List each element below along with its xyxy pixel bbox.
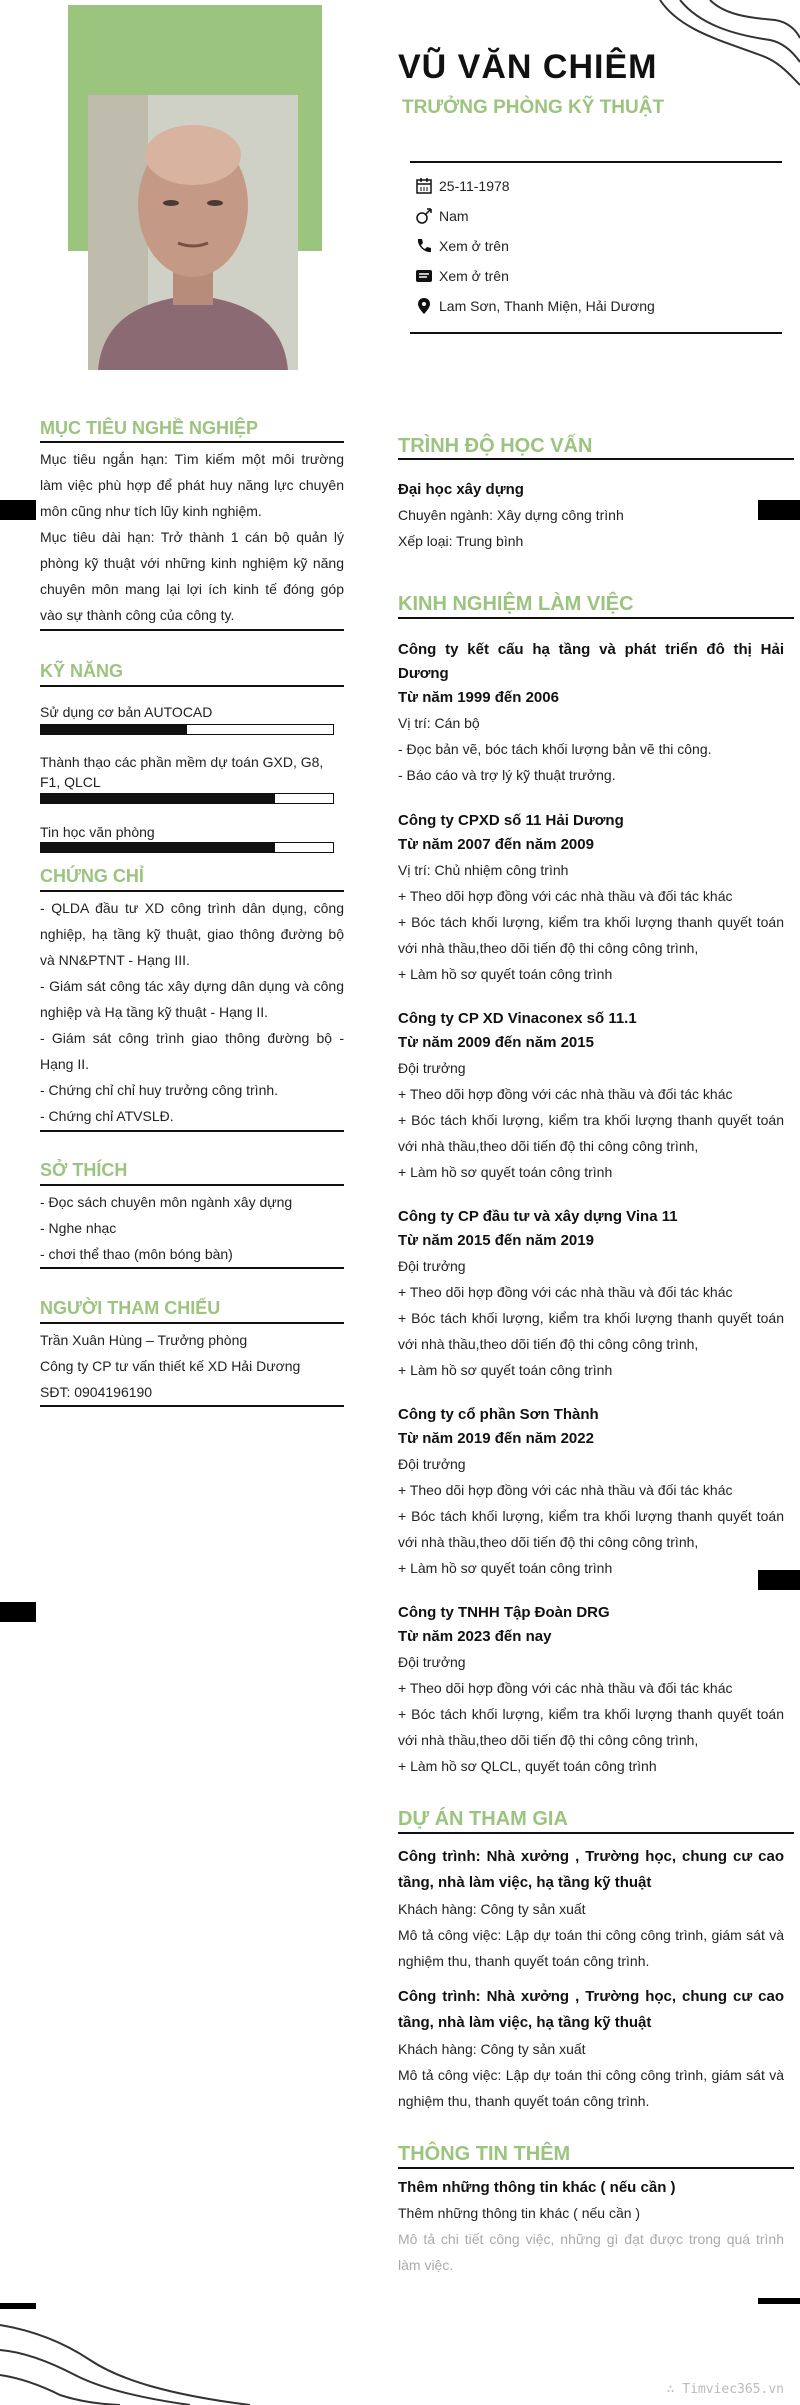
experience-line: + Làm hồ sơ quyết toán công trình [398, 1560, 613, 1576]
divider [40, 1405, 344, 1407]
location-pin-icon [415, 297, 433, 315]
objective-text [40, 446, 344, 628]
divider [40, 1184, 344, 1186]
email-row [415, 267, 509, 285]
experience-item [398, 809, 784, 987]
experience-company: Công ty cổ phần Sơn Thành [398, 1406, 599, 1423]
references-list [40, 1327, 344, 1405]
experience-role: Vị trí: Chủ nhiệm công trình [398, 862, 569, 878]
experience-role: Đội trưởng [398, 1654, 466, 1670]
certificates-title: CHỨNG CHỈ [40, 866, 144, 886]
project-desc: Mô tả công việc: Lập dự toán thi công công trình, giám sát và nghiệm thu, thanh quyết toán công trình. [398, 2067, 784, 2109]
experience-item [398, 1601, 784, 1779]
objective-short-term: Mục tiêu ngắn hạn: Tìm kiếm một môi trường làm việc phù hợp để phát huy năng lực chuyên môn cũng như tích lũy kinh nghiệm. [40, 451, 344, 519]
calendar-icon [415, 177, 433, 195]
education-major: Chuyên ngành: Xây dựng công trình [398, 507, 624, 523]
experience-line: + Theo dõi hợp đồng với các nhà thầu và đối tác khác [398, 1086, 733, 1102]
education-school: Đại học xây dựng [398, 481, 524, 498]
avatar-photo [88, 95, 298, 370]
experience-line: + Làm hồ sơ quyết toán công trình [398, 1362, 613, 1378]
experience-line: + Theo dõi hợp đồng với các nhà thầu và đối tác khác [398, 1284, 733, 1300]
divider [40, 1267, 344, 1269]
divider [410, 332, 782, 334]
additional-heading: Thêm những thông tin khác ( nếu cần ) [398, 2179, 676, 2196]
hobby-item: - chơi thể thao (môn bóng bàn) [40, 1246, 233, 1262]
experience-title: KINH NGHIỆM LÀM VIỆC [398, 593, 634, 615]
experience-period: Từ năm 2009 đến năm 2015 [398, 1034, 594, 1051]
skill-label: Sử dụng cơ bản AUTOCAD [40, 704, 213, 720]
certificate-item: - QLDA đầu tư XD công trình dân dụng, công nghiệp, hạ tầng kỹ thuật, giao thông đường bộ và NN&PTNT - Hạng III. [40, 900, 344, 968]
skill-label: Thành thạo các phần mềm dự toán GXD, G8, F1, QLCL [40, 754, 324, 790]
experience-line: + Bóc tách khối lượng, kiểm tra khối lượng thanh quyết toán với nhà thầu,theo dõi tiến độ thi công công trình, [398, 914, 784, 956]
divider [398, 617, 794, 619]
experience-role: Đội trưởng [398, 1060, 466, 1076]
phone-icon [415, 237, 433, 255]
experience-line: - Báo cáo và trợ lý kỹ thuật trưởng. [398, 767, 616, 783]
certificate-item: - Giám sát công tác xây dựng dân dụng và công nghiệp và Hạ tầng kỹ thuật - Hạng II. [40, 978, 344, 1020]
divider [40, 1322, 344, 1324]
email-value: Xem ở trên [439, 268, 509, 284]
divider [40, 685, 344, 687]
experience-period: Từ năm 2023 đến nay [398, 1628, 552, 1645]
experience-period: Từ năm 1999 đến 2006 [398, 689, 559, 706]
address-row [415, 297, 655, 315]
experience-line: + Làm hồ sơ quyết toán công trình [398, 966, 613, 982]
additional-title: THÔNG TIN THÊM [398, 2143, 571, 2165]
additional-desc: Mô tả chi tiết công việc, những gì đạt được trong quá trình làm việc. [398, 2231, 784, 2273]
gender-icon [415, 207, 433, 225]
experience-item [398, 638, 784, 788]
gender-value: Nam [439, 208, 469, 224]
education-title: TRÌNH ĐỘ HỌC VẤN [398, 435, 593, 457]
skill-bar [40, 793, 334, 804]
objective-long-term: Mục tiêu dài hạn: Trở thành 1 cán bộ quản lý phòng kỹ thuật với những kinh nghiệm kỹ năng chuyên môn mang lại lợi ích kinh tế đóng góp vào sự thành công của công ty. [40, 529, 344, 623]
corner-wave-bottom-left [0, 2300, 250, 2405]
experience-role: Đội trưởng [398, 1258, 466, 1274]
project-item [398, 1984, 784, 2114]
references-title: NGƯỜI THAM CHIẾU [40, 1298, 221, 1318]
project-client: Khách hàng: Công ty sản xuất [398, 1901, 586, 1917]
reference-line: Trần Xuân Hùng – Trưởng phòng [40, 1332, 248, 1348]
experience-company: Công ty kết cấu hạ tầng và phát triển đô thị Hải Dương [398, 641, 784, 682]
project-name: Công trình: Nhà xưởng , Trường học, chung cư cao tầng, nhà làm việc, hạ tầng kỹ thuật [398, 1988, 784, 2031]
certificate-item: - Chứng chỉ ATVSLĐ. [40, 1108, 174, 1124]
experience-line: + Làm hồ sơ QLCL, quyết toán công trình [398, 1758, 657, 1774]
experience-line: + Theo dõi hợp đồng với các nhà thầu và đối tác khác [398, 1680, 733, 1696]
side-tab [0, 500, 36, 520]
project-client: Khách hàng: Công ty sản xuất [398, 2041, 586, 2057]
experience-company: Công ty CP đầu tư và xây dựng Vina 11 [398, 1208, 678, 1225]
experience-item [398, 1403, 784, 1581]
certificates-list [40, 895, 344, 1129]
experience-role: Vị trí: Cán bộ [398, 715, 480, 731]
hobbies-list [40, 1189, 344, 1267]
additional-line: Thêm những thông tin khác ( nếu cần ) [398, 2205, 641, 2221]
phone-row [415, 237, 509, 255]
certificate-item: - Giám sát công trình giao thông đường bộ - Hạng II. [40, 1030, 344, 1072]
experience-line: + Bóc tách khối lượng, kiểm tra khối lượng thanh quyết toán với nhà thầu,theo dõi tiến độ thi công công trình, [398, 1706, 784, 1748]
skills-title: KỸ NĂNG [40, 661, 124, 681]
job-title: TRƯỞNG PHÒNG KỸ THUẬT [402, 97, 665, 118]
corner-wave-top-right [640, 0, 800, 90]
experience-line: + Bóc tách khối lượng, kiểm tra khối lượng thanh quyết toán với nhà thầu,theo dõi tiến độ thi công công trình, [398, 1508, 784, 1550]
address-value: Lam Sơn, Thanh Miện, Hải Dương [439, 298, 655, 314]
experience-company: Công ty CPXD số 11 Hải Dương [398, 812, 624, 829]
project-desc: Mô tả công việc: Lập dự toán thi công công trình, giám sát và nghiệm thu, thanh quyết toán công trình. [398, 1927, 784, 1969]
experience-line: + Làm hồ sơ quyết toán công trình [398, 1164, 613, 1180]
birthday-row [415, 177, 510, 195]
side-tab [0, 1602, 36, 1622]
skill-bar-fill [41, 843, 275, 852]
experience-line: + Theo dõi hợp đồng với các nhà thầu và đối tác khác [398, 888, 733, 904]
email-icon [415, 267, 433, 285]
divider [398, 2167, 794, 2169]
gender-row [415, 207, 469, 225]
experience-role: Đội trưởng [398, 1456, 466, 1472]
divider [40, 890, 344, 892]
experience-line: + Bóc tách khối lượng, kiểm tra khối lượng thanh quyết toán với nhà thầu,theo dõi tiến độ thi công công trình, [398, 1310, 784, 1352]
divider [410, 161, 782, 163]
project-item [398, 1844, 784, 1974]
experience-company: Công ty TNHH Tập Đoàn DRG [398, 1604, 610, 1621]
experience-company: Công ty CP XD Vinaconex số 11.1 [398, 1010, 637, 1027]
divider [398, 458, 794, 460]
divider [40, 629, 344, 631]
divider [398, 1832, 794, 1834]
experience-period: Từ năm 2007 đến năm 2009 [398, 836, 594, 853]
hobby-item: - Đọc sách chuyên môn ngành xây dựng [40, 1194, 293, 1210]
birthday-value: 25-11-1978 [439, 178, 510, 194]
experience-line: + Theo dõi hợp đồng với các nhà thầu và đối tác khác [398, 1482, 733, 1498]
experience-line: - Đọc bản vẽ, bóc tách khối lượng bản vẽ thi công. [398, 741, 712, 757]
certificate-item: - Chứng chỉ chỉ huy trưởng công trình. [40, 1082, 279, 1098]
skill-bar-fill [41, 725, 187, 734]
skill-label: Tin học văn phòng [40, 824, 155, 840]
reference-line: Công ty CP tư vấn thiết kế XD Hải Dương [40, 1358, 301, 1374]
education-grade: Xếp loại: Trung bình [398, 533, 524, 549]
experience-item [398, 1007, 784, 1185]
experience-period: Từ năm 2015 đến năm 2019 [398, 1232, 594, 1249]
experience-period: Từ năm 2019 đến năm 2022 [398, 1430, 594, 1447]
hobby-item: - Nghe nhạc [40, 1220, 117, 1236]
candidate-name: VŨ VĂN CHIÊM [398, 48, 658, 86]
objective-title: MỤC TIÊU NGHỀ NGHIỆP [40, 418, 259, 438]
skill-bar [40, 724, 334, 735]
side-tab [758, 2298, 800, 2304]
reference-line: SĐT: 0904196190 [40, 1384, 153, 1400]
hobbies-title: SỞ THÍCH [40, 1160, 128, 1180]
project-name: Công trình: Nhà xưởng , Trường học, chung cư cao tầng, nhà làm việc, hạ tầng kỹ thuật [398, 1848, 784, 1891]
experience-line: + Bóc tách khối lượng, kiểm tra khối lượng thanh quyết toán với nhà thầu,theo dõi tiến độ thi công công trình, [398, 1112, 784, 1154]
skill-bar-fill [41, 794, 275, 803]
divider [40, 441, 344, 443]
watermark: ∴ Timviec365.vn [666, 2382, 784, 2397]
projects-title: DỰ ÁN THAM GIA [398, 1808, 568, 1830]
education-entry [398, 478, 784, 554]
phone-value: Xem ở trên [439, 238, 509, 254]
additional-entry [398, 2176, 784, 2278]
side-tab [0, 2303, 36, 2309]
divider [40, 1130, 344, 1132]
skill-bar [40, 842, 334, 853]
experience-item [398, 1205, 784, 1383]
